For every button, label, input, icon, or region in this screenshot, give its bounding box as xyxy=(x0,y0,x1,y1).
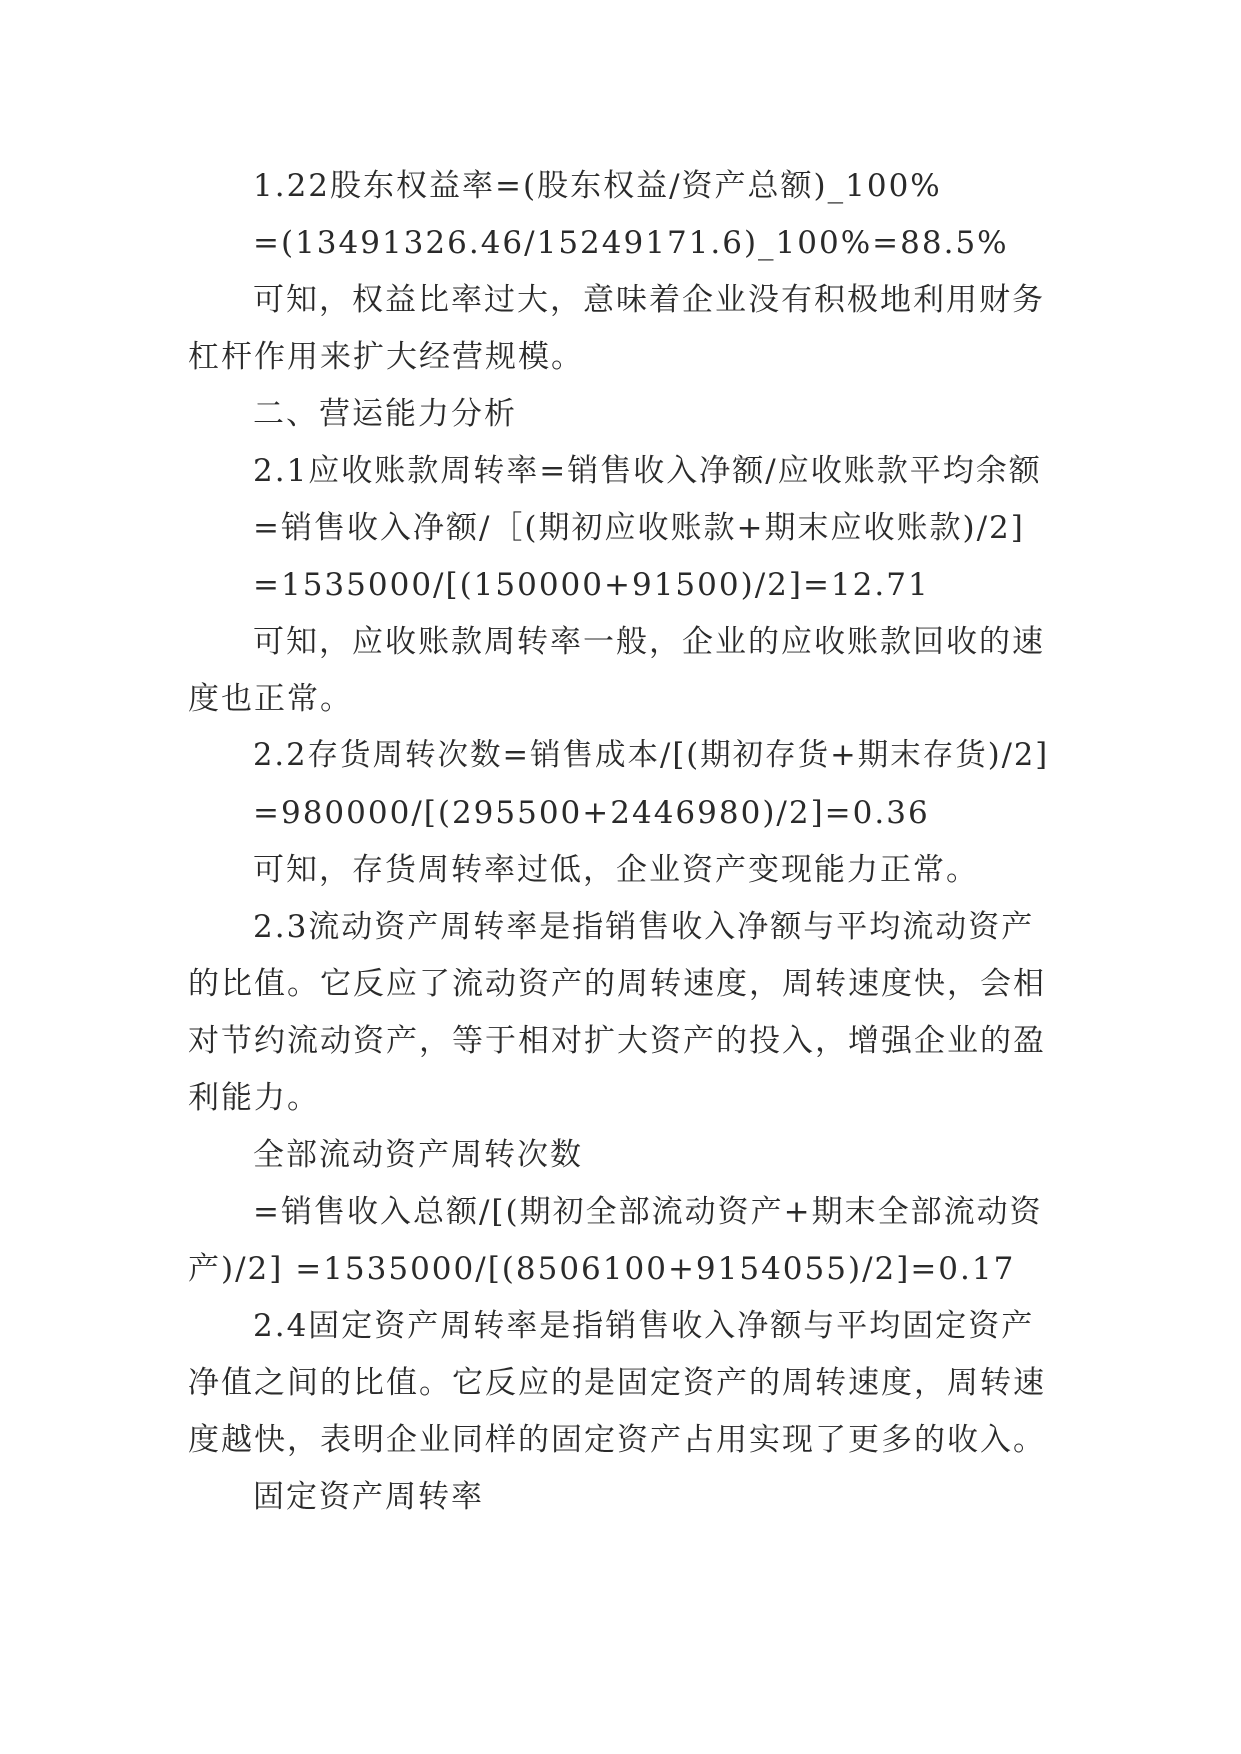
paragraph-line: 可知，应收账款周转率一般，企业的应收账款回收的速 xyxy=(253,624,1045,660)
paragraph-line: 2.3流动资产周转率是指销售收入净额与平均流动资产 xyxy=(253,909,1035,945)
paragraph-line: 的比值。它反应了流动资产的周转速度，周转速度快，会相 xyxy=(188,966,1046,1002)
paragraph-line: 净值之间的比值。它反应的是固定资产的周转速度，周转速 xyxy=(188,1365,1046,1401)
paragraph-line: 对节约流动资产，等于相对扩大资产的投入，增强企业的盈 xyxy=(188,1023,1046,1059)
subheading-line: 全部流动资产周转次数 xyxy=(253,1137,583,1173)
paragraph-line: 2.4固定资产周转率是指销售收入净额与平均固定资产 xyxy=(253,1308,1035,1344)
formula-line: 产)/2] =1535000/[(8506100+9154055)/2]=0.17 xyxy=(188,1251,1016,1287)
formula-line: =980000/[(295500+2446980)/2]=0.36 xyxy=(253,795,930,831)
paragraph-line: 可知，权益比率过大，意味着企业没有积极地利用财务 xyxy=(253,282,1045,318)
paragraph-line: 度越快，表明企业同样的固定资产占用实现了更多的收入。 xyxy=(188,1422,1046,1458)
paragraph-line: 可知，存货周转率过低，企业资产变现能力正常。 xyxy=(253,852,979,888)
subheading-line: 固定资产周转率 xyxy=(253,1479,484,1515)
formula-line: =销售收入总额/[(期初全部流动资产+期末全部流动资 xyxy=(253,1194,1043,1230)
paragraph-line: 杠杆作用来扩大经营规模。 xyxy=(188,339,584,375)
section-heading: 二、营运能力分析 xyxy=(253,396,517,432)
paragraph-line: 度也正常。 xyxy=(188,681,353,717)
formula-equity-ratio-calc: =(13491326.46/15249171.6)_100%=88.5% xyxy=(253,225,1009,261)
paragraph-line: 利能力。 xyxy=(188,1080,320,1116)
formula-line: =销售收入净额/［(期初应收账款+期末应收账款)/2] xyxy=(253,510,1025,546)
formula-inventory-turnover: 2.2存货周转次数=销售成本/[(期初存货+期末存货)/2] xyxy=(253,738,1050,773)
formula-receivable-turnover: 2.1应收账款周转率=销售收入净额/应收账款平均余额 xyxy=(253,453,1042,489)
formula-line: =1535000/[(150000+91500)/2]=12.71 xyxy=(253,567,930,603)
formula-equity-ratio: 1.22股东权益率=(股东权益/资产总额)_100% xyxy=(253,168,942,204)
